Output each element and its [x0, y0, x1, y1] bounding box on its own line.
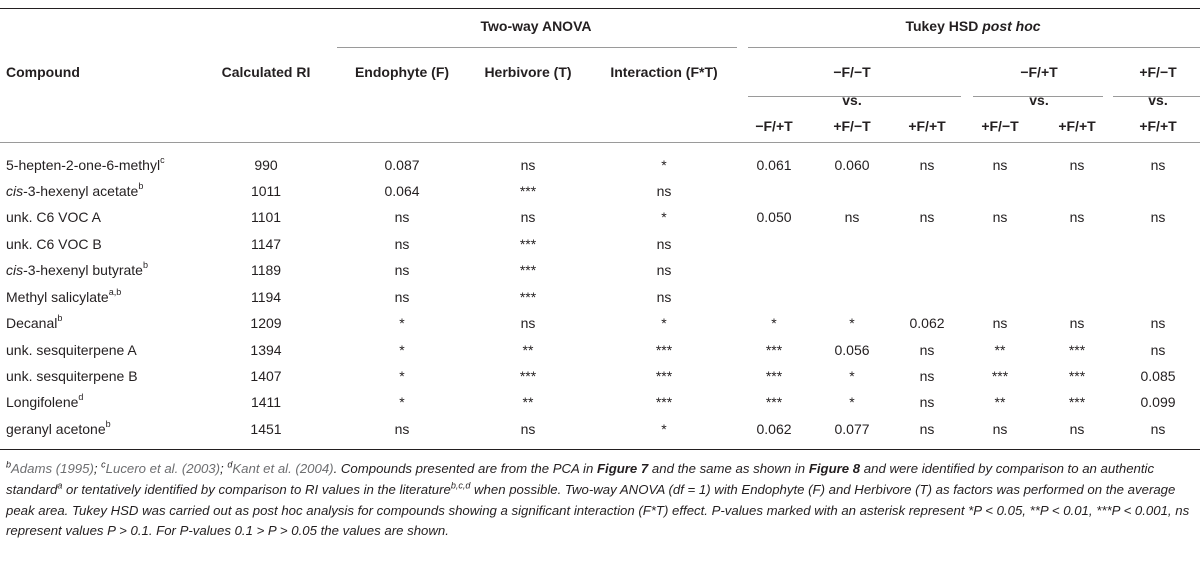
compound-name: unk. C6 VOC B — [6, 236, 102, 252]
top-rule — [0, 8, 1200, 9]
cell-tukey-4: ns — [992, 421, 1008, 437]
compound-superscript: c — [160, 155, 165, 166]
cell-herbivore: *** — [519, 289, 537, 305]
compound-superscript: b — [105, 419, 111, 430]
compound-superscript: d — [78, 392, 84, 403]
figure-7-link[interactable]: Figure 7 — [596, 461, 649, 476]
compound-superscript: b — [57, 313, 63, 324]
cell-herbivore: ** — [522, 394, 534, 410]
cell-compound — [6, 421, 111, 437]
cell-endophyte: * — [399, 315, 405, 331]
cell-tukey-1: * — [771, 315, 777, 331]
cell-tukey-2: 0.056 — [834, 342, 870, 358]
cell-herbivore: ns — [520, 421, 536, 437]
cell-tukey-4: ns — [992, 315, 1008, 331]
cell-tukey-3: ns — [919, 157, 935, 173]
cell-endophyte: ns — [394, 421, 410, 437]
cell-compound — [6, 183, 143, 199]
cell-ri: 1011 — [250, 183, 282, 199]
cell-compound — [6, 394, 83, 410]
cell-tukey-4: ns — [992, 157, 1008, 173]
ref-kant[interactable]: Kant et al. (2004) — [232, 461, 334, 476]
cell-tukey-5: ns — [1069, 315, 1085, 331]
compound-name: Longifolene — [6, 394, 79, 410]
ref-lucero[interactable]: Lucero et al. (2003) — [105, 461, 221, 476]
cell-tukey-4: *** — [991, 368, 1009, 384]
cmp3-vs: vs. — [1148, 92, 1168, 108]
col-herbivore-header: Herbivore (T) — [484, 64, 572, 80]
cell-tukey-6: ns — [1150, 342, 1166, 358]
cell-interaction: ns — [656, 262, 672, 278]
cell-interaction: * — [661, 157, 667, 173]
cell-endophyte: ns — [394, 289, 410, 305]
cell-herbivore: *** — [519, 183, 537, 199]
cell-tukey-6: ns — [1150, 157, 1166, 173]
cell-tukey-3: 0.062 — [909, 315, 945, 331]
cell-interaction: ns — [656, 183, 672, 199]
cell-herbivore: ns — [520, 157, 536, 173]
cell-tukey-3: ns — [919, 394, 935, 410]
sub-col-3-header: +F/+T — [908, 118, 946, 134]
cell-compound — [6, 262, 148, 278]
cell-interaction: * — [661, 421, 667, 437]
cell-tukey-2: ns — [844, 209, 860, 225]
cell-tukey-6: ns — [1150, 209, 1166, 225]
cell-interaction: * — [661, 209, 667, 225]
sub-col-6-header: +F/+T — [1139, 118, 1177, 134]
cell-tukey-2: * — [849, 368, 855, 384]
cell-tukey-1: *** — [765, 342, 783, 358]
cell-compound — [6, 157, 165, 173]
sub-col-1-header: −F/+T — [755, 118, 793, 134]
cell-herbivore: *** — [519, 262, 537, 278]
cmp1-top: −F/−T — [833, 64, 871, 80]
cell-ri: 1451 — [250, 421, 282, 437]
cell-herbivore: ns — [520, 209, 536, 225]
cell-tukey-1: *** — [765, 394, 783, 410]
sub-col-2-header: +F/−T — [833, 118, 871, 134]
cell-tukey-2: * — [849, 315, 855, 331]
cell-herbivore: *** — [519, 236, 537, 252]
cell-tukey-4: ** — [994, 342, 1006, 358]
tukey-group-header: Tukey HSD post hoc — [905, 18, 1041, 34]
cell-tukey-3: ns — [919, 368, 935, 384]
compound-superscript: a,b — [108, 287, 122, 298]
cell-herbivore: ns — [520, 315, 536, 331]
cell-tukey-3: ns — [919, 209, 935, 225]
col-compound-header: Compound — [6, 64, 80, 80]
cell-endophyte: * — [399, 394, 405, 410]
cell-tukey-6: 0.099 — [1140, 394, 1176, 410]
compound-name: Decanal — [6, 315, 58, 331]
body-bottom-rule — [0, 449, 1200, 450]
cell-tukey-2: 0.060 — [834, 157, 870, 173]
cell-tukey-6: 0.085 — [1140, 368, 1176, 384]
cell-tukey-1: 0.062 — [756, 421, 792, 437]
compound-name: unk. sesquiterpene A — [6, 342, 137, 358]
ref-adams[interactable]: Adams (1995) — [11, 461, 94, 476]
cell-compound — [6, 289, 121, 305]
tukey-group-rule — [748, 47, 1200, 48]
col-interaction-header: Interaction (F*T) — [610, 64, 718, 80]
compound-italic-prefix: cis — [6, 183, 24, 199]
compound-name: Methyl salicylate — [6, 289, 109, 305]
cell-compound — [6, 368, 138, 384]
cell-tukey-5: *** — [1068, 342, 1086, 358]
cell-tukey-5: ns — [1069, 157, 1085, 173]
cell-tukey-3: ns — [919, 421, 935, 437]
cell-endophyte: * — [399, 342, 405, 358]
cell-tukey-5: *** — [1068, 368, 1086, 384]
cell-endophyte: 0.087 — [384, 157, 420, 173]
cell-tukey-3: ns — [919, 342, 935, 358]
compound-italic-prefix: cis — [6, 262, 24, 278]
cmp3-top: +F/−T — [1139, 64, 1177, 80]
cmp2-vs: vs. — [1029, 92, 1049, 108]
table-footnote: $^b$Adams (1995); $^c$Lucero et al. (2003); $^d$Kant et al. (2004). Compounds presented are from the PCA in Figure 7 and the same as shown in Figure 8 and were identified by comparison to an authentic standard$^a$ or tentatively identified by comparison to RI values in the literature$^{b,c,d}$ when possible. Two-way ANOVA (df = 1) with Endophyte (F) and Herbivore (T) as factors was performed on the average peak area. Tukey HSD was carried out as post hoc analysis for compounds showing a significant interaction (F*T) effect. P-values marked with an asterisk represent *P < 0.05, **P < 0.01, ***P < 0.001, ns represent values P > 0.1. For P-values 0.1 > P > 0.05 the values are shown. — [6, 459, 1190, 539]
cell-endophyte: ns — [394, 262, 410, 278]
compound-name: geranyl acetone — [6, 421, 106, 437]
cell-interaction: ns — [656, 289, 672, 305]
cell-herbivore: ** — [522, 342, 534, 358]
compound-name: -3-hexenyl acetate — [23, 183, 139, 199]
cell-ri: 1189 — [250, 262, 282, 278]
cell-tukey-1: *** — [765, 368, 783, 384]
cell-ri: 1411 — [250, 394, 282, 410]
cell-interaction: ns — [656, 236, 672, 252]
cell-tukey-4: ns — [992, 209, 1008, 225]
cell-interaction: * — [661, 315, 667, 331]
cell-tukey-6: ns — [1150, 421, 1166, 437]
cell-herbivore: *** — [519, 368, 537, 384]
sub-col-4-header: +F/−T — [981, 118, 1019, 134]
cell-compound — [6, 209, 101, 225]
col-endophyte-header: Endophyte (F) — [354, 64, 450, 80]
figure-8-link[interactable]: Figure 8 — [808, 461, 861, 476]
cell-ri: 1101 — [250, 209, 282, 225]
cell-tukey-5: ns — [1069, 421, 1085, 437]
anova-group-header: Two-way ANOVA — [480, 18, 592, 34]
compound-superscript: b — [138, 181, 144, 192]
cmp2-top: −F/+T — [1020, 64, 1058, 80]
cell-tukey-1: 0.050 — [756, 209, 792, 225]
cell-tukey-6: ns — [1150, 315, 1166, 331]
cell-tukey-1: 0.061 — [756, 157, 792, 173]
sub-col-5-header: +F/+T — [1058, 118, 1096, 134]
cell-tukey-2: 0.077 — [834, 421, 870, 437]
cell-ri: 1394 — [250, 342, 282, 358]
cell-interaction: *** — [655, 394, 673, 410]
compound-name: 5-hepten-2-one-6-methyl — [6, 157, 161, 173]
cell-endophyte: 0.064 — [384, 183, 420, 199]
cell-interaction: *** — [655, 342, 673, 358]
cell-interaction: *** — [655, 368, 673, 384]
cell-compound — [6, 236, 102, 252]
compound-superscript: b — [142, 260, 148, 271]
cmp1-vs: vs. — [842, 92, 862, 108]
cell-ri: 1147 — [250, 236, 282, 252]
compound-name: unk. sesquiterpene B — [6, 368, 138, 384]
cell-tukey-4: ** — [994, 394, 1006, 410]
col-ri-header: Calculated RI — [221, 64, 311, 80]
cell-endophyte: ns — [394, 236, 410, 252]
compound-name: -3-hexenyl butyrate — [23, 262, 143, 278]
header-bottom-rule — [0, 142, 1200, 143]
cell-ri: 1407 — [250, 368, 282, 384]
cell-tukey-5: *** — [1068, 394, 1086, 410]
cell-compound — [6, 315, 62, 331]
cell-endophyte: ns — [394, 209, 410, 225]
compound-name: unk. C6 VOC A — [6, 209, 101, 225]
cell-ri: 1194 — [250, 289, 282, 305]
cell-tukey-5: ns — [1069, 209, 1085, 225]
cell-endophyte: * — [399, 368, 405, 384]
cell-compound — [6, 342, 137, 358]
cell-ri: 1209 — [250, 315, 282, 331]
cell-ri: 990 — [254, 157, 278, 173]
cell-tukey-2: * — [849, 394, 855, 410]
anova-group-rule — [337, 47, 737, 48]
